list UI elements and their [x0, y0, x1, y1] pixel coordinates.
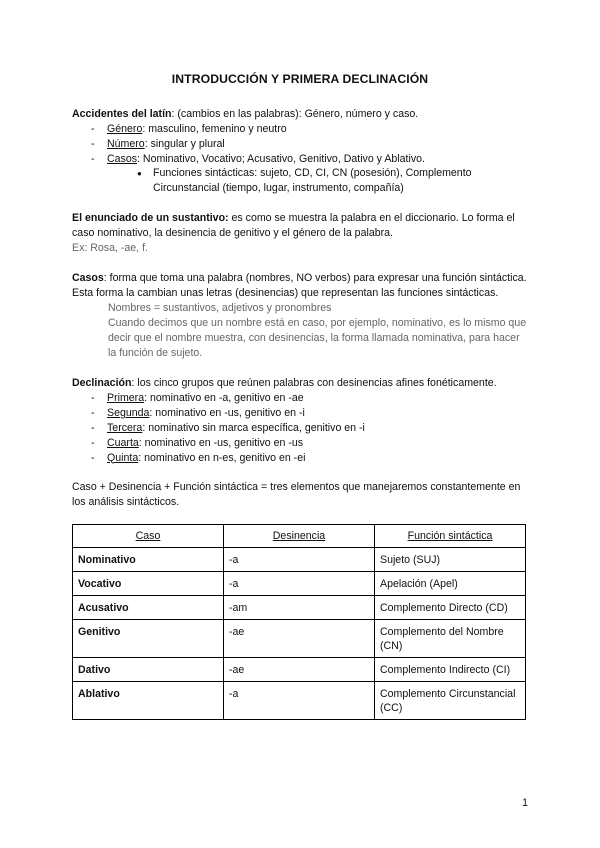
list-item-label: Quinta — [107, 451, 139, 464]
list-item — [91, 406, 528, 421]
table-header-caso: Caso — [73, 525, 224, 548]
table-header-row — [73, 525, 526, 548]
formula-paragraph: Caso + Desinencia + Función sintáctica = tres elementos que manejaremos constantemente en los análisis sintácticos. — [72, 481, 521, 509]
accidentes-text: : (cambios en las palabras): Género, número y caso. — [171, 108, 419, 120]
list-item-label: Cuarta — [107, 436, 139, 449]
enunciado-example: Ex: Rosa, -ae, f. — [72, 242, 148, 255]
list-item-text: : nominativo sin marca específica, genitivo en -i — [142, 421, 365, 434]
page-title: INTRODUCCIÓN Y PRIMERA DECLINACIÓN — [171, 72, 429, 86]
table-row — [73, 548, 526, 572]
accidentes-term: Accidentes del latín — [72, 108, 172, 120]
funciones-sublist — [107, 166, 528, 196]
list-item — [91, 391, 528, 406]
list-item-label: Segunda — [107, 407, 150, 420]
table-row — [73, 682, 526, 720]
list-item-text: : nominativo en -us, genitivo en -us — [138, 436, 304, 449]
table-row — [73, 620, 526, 658]
accidentes-list — [72, 122, 528, 196]
table-cell-caso: Genitivo — [73, 620, 224, 658]
table-cell-caso: Vocativo — [73, 572, 224, 596]
list-item-label: Primera — [107, 392, 145, 405]
list-item-text: : Nominativo, Vocativo; Acusativo, Genitivo, Dativo y Ablativo. — [137, 152, 425, 165]
table-cell-funcion: Apelación (Apel) — [375, 572, 526, 596]
list-item-label: Género — [107, 123, 143, 135]
enunciado-term: El enunciado de un sustantivo: — [72, 212, 229, 225]
declinacion-section — [72, 376, 528, 465]
table-cell-caso: Nominativo — [73, 548, 224, 572]
table-cell-funcion: Complemento Circunstancial (CC) — [375, 682, 526, 720]
accidentes-section — [72, 107, 528, 196]
list-item — [91, 436, 528, 451]
declension-table — [72, 524, 526, 720]
table-row — [73, 572, 526, 596]
list-item-label: Tercera — [107, 421, 143, 434]
list-item-text: : nominativo en n-es, genitivo en -ei — [138, 451, 306, 464]
casos-paragraph — [72, 271, 528, 301]
table-cell-funcion: Complemento Directo (CD) — [375, 596, 526, 620]
casos-note-nombres: Nombres = sustantivos, adjetivos y pronombres — [108, 302, 332, 315]
page-number: 1 — [522, 797, 528, 809]
table-cell-desinencia: -ae — [224, 620, 375, 658]
casos-term: Casos — [72, 272, 104, 285]
declinacion-text: : los cinco grupos que reúnen palabras con desinencias afines fonéticamente. — [131, 377, 497, 390]
table-cell-funcion: Complemento del Nombre (CN) — [375, 620, 526, 658]
list-item-label: Casos — [107, 152, 138, 165]
enunciado-paragraph — [72, 211, 528, 241]
table-cell-desinencia: -a — [224, 572, 375, 596]
table-cell-desinencia: -ae — [224, 658, 375, 682]
list-item-text: : singular y plural — [144, 137, 225, 150]
table-cell-funcion: Complemento Indirecto (CI) — [375, 658, 526, 682]
casos-text: : forma que toma una palabra (nombres, NO verbos) para expresar una función sintáctica. Esta forma la cambian unas letras (desinencias) que representan las funciones sintácticas. — [72, 272, 527, 300]
accidentes-paragraph — [72, 107, 528, 122]
table-cell-desinencia: -a — [224, 548, 375, 572]
enunciado-text: es como se muestra la palabra en el diccionario. Lo forma el caso nominativo, la desinencia de genitivo y el género de la palabra. — [72, 212, 515, 240]
table-cell-funcion: Sujeto (SUJ) — [375, 548, 526, 572]
table-header-funcion: Función sintáctica — [375, 525, 526, 548]
table-cell-caso: Acusativo — [73, 596, 224, 620]
list-item — [91, 122, 528, 137]
list-item-text: : nominativo en -us, genitivo en -i — [149, 407, 305, 420]
list-item-text: : nominativo en -a, genitivo en -ae — [144, 392, 304, 405]
table-cell-desinencia: -a — [224, 682, 375, 720]
casos-section — [72, 271, 528, 361]
enunciado-section — [72, 211, 528, 256]
list-item-text: : masculino, femenino y neutro — [142, 123, 287, 135]
list-item — [91, 137, 528, 152]
list-item — [91, 421, 528, 436]
table-cell-desinencia: -am — [224, 596, 375, 620]
table-cell-caso: Dativo — [73, 658, 224, 682]
casos-note-explanation: Cuando decimos que un nombre está en caso, por ejemplo, nominativo, es lo mismo que decir que el nombre muestra, con desinencias, la forma llamada nominativa, para hacer la función de sujeto. — [108, 317, 527, 360]
list-item — [91, 152, 528, 197]
table-row — [73, 658, 526, 682]
funciones-item: ● Funciones sintácticas: sujeto, CD, CI, CN (posesión), Complemento Circunstancial (tiempo, lugar, instrumento, compañía) — [137, 166, 528, 196]
declinacion-paragraph — [72, 376, 528, 391]
declinacion-term: Declinación — [72, 377, 132, 390]
list-item — [91, 451, 528, 466]
list-item-label: Número — [107, 137, 145, 150]
table-header-desinencia: Desinencia — [224, 525, 375, 548]
table-cell-caso: Ablativo — [73, 682, 224, 720]
table-row — [73, 596, 526, 620]
declinacion-list — [72, 391, 528, 465]
